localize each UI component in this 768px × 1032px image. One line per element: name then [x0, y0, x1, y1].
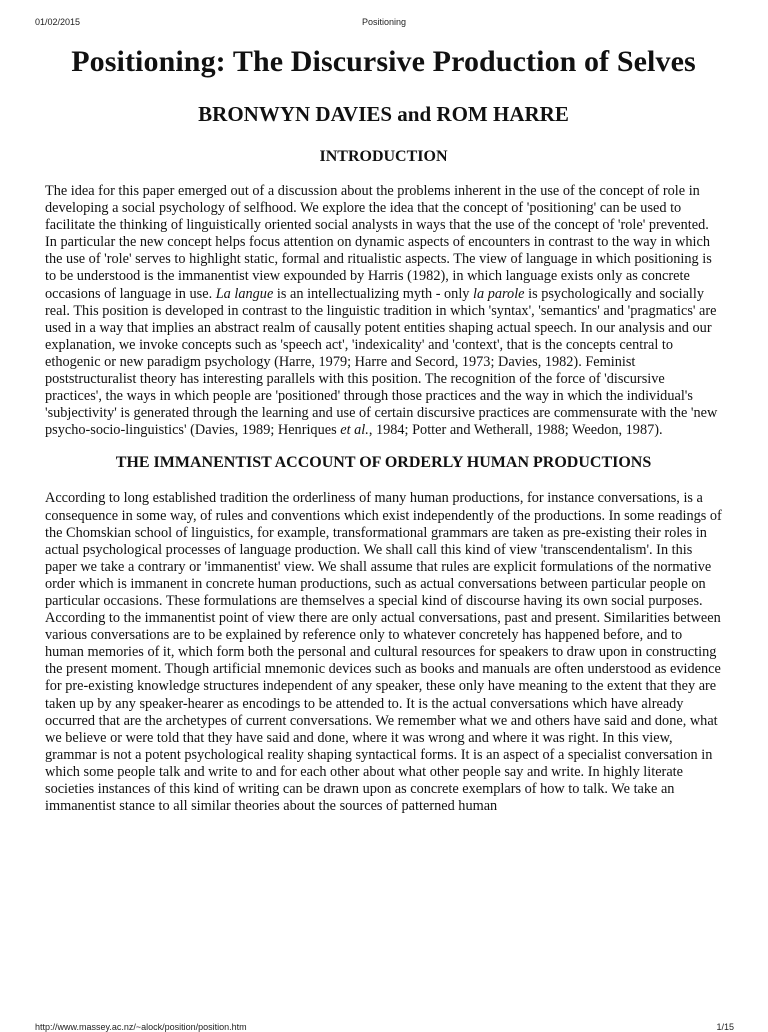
document-authors: BRONWYN DAVIES and ROM HARRE	[198, 102, 569, 126]
introduction-paragraph	[45, 183, 722, 439]
intro-italic-et-al: et al.	[340, 422, 369, 439]
section-heading-immanentist: THE IMMANENTIST ACCOUNT OF ORDERLY HUMAN PRODUCTIONS	[115, 454, 652, 472]
intro-text-2: is an intellectualizing myth - only	[273, 285, 474, 302]
document-page	[45, 42, 722, 874]
print-page-title: Positioning	[361, 17, 407, 27]
intro-italic-la-parole: la parole	[473, 285, 525, 302]
document-title: Positioning: The Discursive Production of Selves	[71, 45, 696, 78]
intro-text-4: , 1984; Potter and Wetherall, 1988; Weedon, 1987).	[368, 422, 663, 439]
introduction-heading: INTRODUCTION	[319, 148, 448, 165]
intro-text-1: The idea for this paper emerged out of a discussion about the problems inherent in the use of the concept of role in developing a social psychology of selfhood. We explore the idea that the concept of 'positioning' can be used to facilitate the thinking of linguistically oriented social analysts in ways that the use of the concept of 'role' prevented. In particular the new concept helps focus attention on dynamic aspects of encounters in contrast to the way in which the use of 'role' serves to highlight static, formal and ritualistic aspects. The view of language in which positioning is to be understood is the immanentist view expounded by Harris (1982), in which language exists only as concrete occasions of language in use.	[45, 183, 712, 302]
page-number: 1/15	[716, 1022, 734, 1032]
print-date: 01/02/2015	[35, 17, 81, 27]
immanentist-paragraph: According to long established tradition the orderliness of many human productions, for instance conversations, is a consequence in some way, of rules and conventions which exist independently of the productions. In some readings of the Chomskian school of linguistics, for example, transformational grammars are taken as pre-existing their roles in actual psychological processes of language production. We shall call this kind of view 'transcendentalism'. In this paper we take a contrary or 'immanentist' view. We shall assume that rules are explicit formulations of the normative order which is immanent in concrete human productions, such as actual conversations between particular people on particular occasions. These formulations are themselves a special kind of discourse having its own social purposes. According to the immanentist point of view there are only actual conversations, past and present. Similarities between various conversations are to be explained by reference only to whatever concretely has happened before, and to human memories of it, which form both the personal and cultural resources for speakers to draw upon in constructing the present moment. Though artificial mnemonic devices such as books and manuals are often understood as evidence for pre-existing knowledge structures independent of any speaker, these only have meaning to the extent that they are taken up by any speaker-hearer as encodings to be attended to. It is the actual conversations which have already occurred that are the archetypes of current conversations. We remember what we and others have said and done, what we believe or were told that they have said and done, where it was wrong and where it was right. In this view, grammar is not a potent psychological reality shaping syntactical forms. It is an aspect of a specialist conversation in which some people talk and write to and for each other about what other people say and write. In highly literate societies instances of this kind of writing can be drawn upon as concrete exemplars of how to talk. We take an immanentist stance to all similar theories about the sources of patterned human	[45, 490, 722, 815]
intro-text-3: is psychologically and socially real. This position is developed in contrast to the linguistic tradition in which 'syntax', 'semantics' and 'pragmatics' are used in a way that implies an abstract realm of causally potent entities shaping actual speech. In our analysis and our explanation, we invoke concepts such as 'speech act', 'indexicality' and 'context', that is the concepts central to ethogenic or new paradigm psychology (Harre, 1979; Harre and Secord, 1973; Davies, 1982). Feminist poststructuralist theory has interesting parallels with this position. The recognition of the force of 'discursive practices', the ways in which people are 'positioned' through those practices and the way in which the individual's 'subjectivity' is generated through the learning and use of certain discursive practices are commensurate with the 'new psycho-socio-linguistics' (Davies, 1989; Henriques	[45, 285, 718, 439]
source-url-link[interactable]: http://www.massey.ac.nz/~alock/position/position.htm	[35, 1022, 247, 1032]
intro-italic-la-langue: La langue	[215, 285, 274, 302]
